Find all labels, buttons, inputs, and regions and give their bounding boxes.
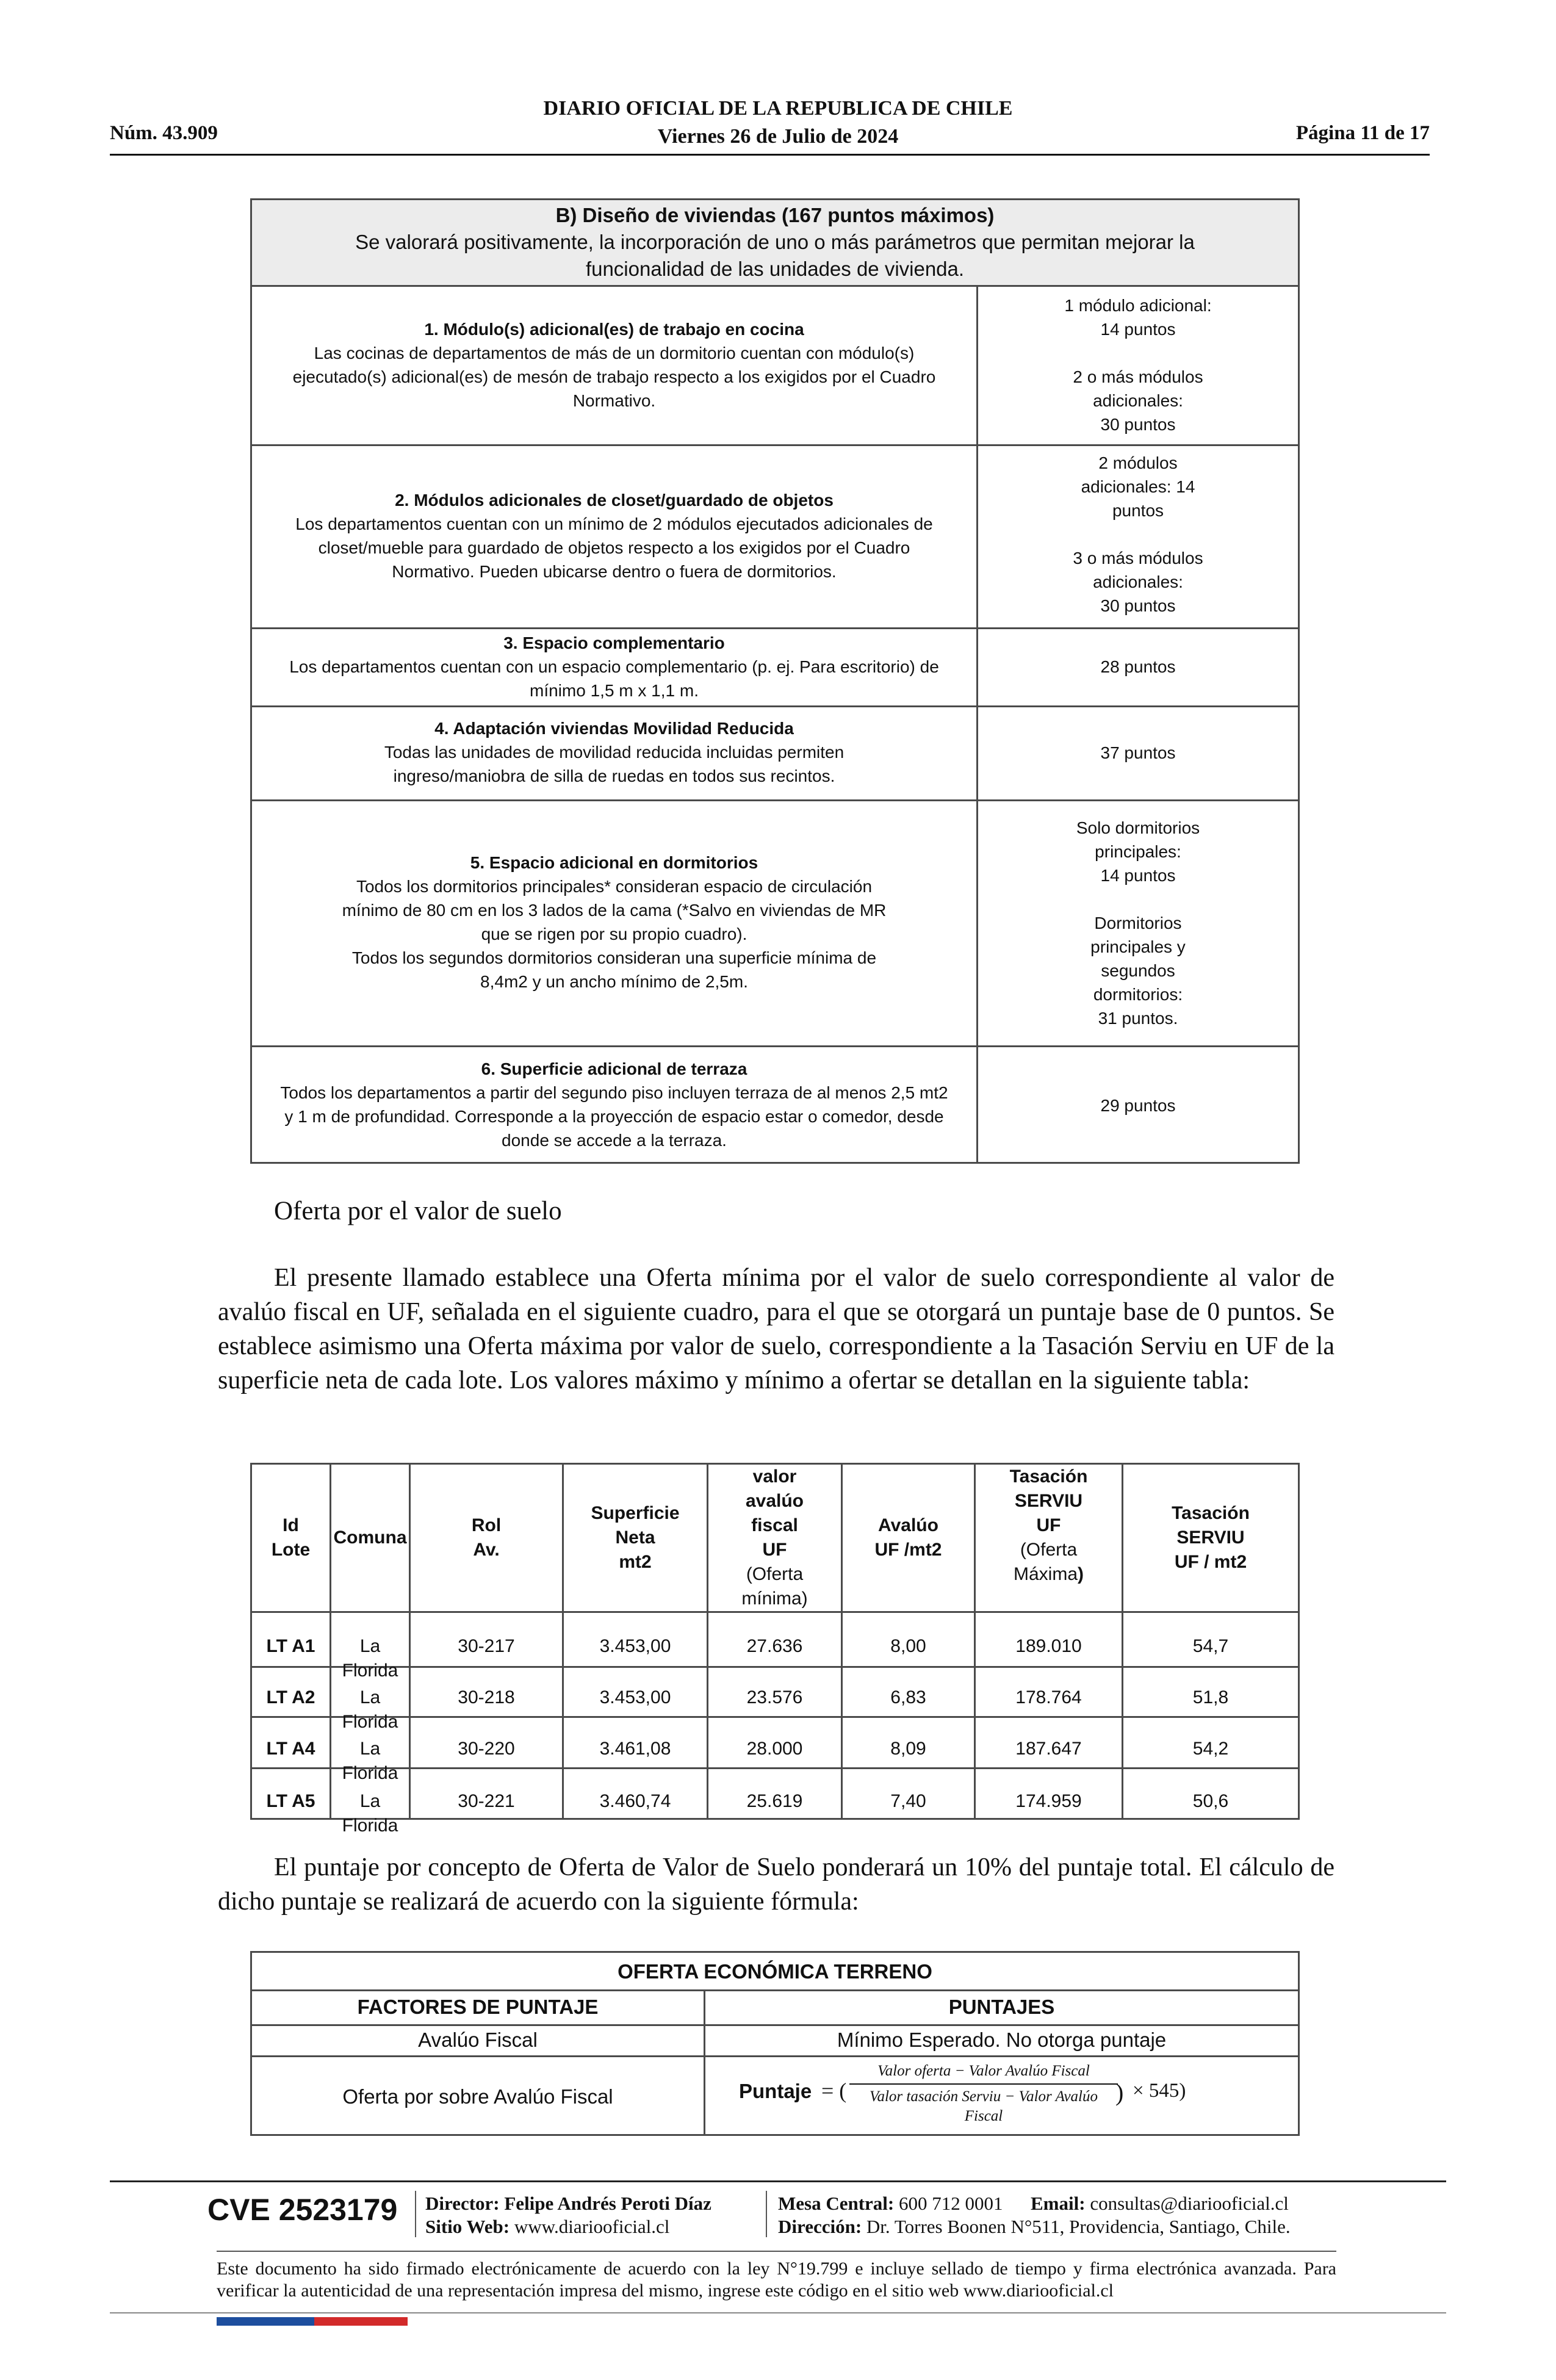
issue-number: Núm. 43.909 [110,122,218,144]
paragraph-1: El presente llamado establece una Oferta mínima por el valor de suelo correspondiente al valor de avalúo fiscal en UF, señalada en el siguiente cuadro, para el que se otorgará un puntaje base de 0 puntos. Se establece asimismo una Oferta máxima por valor de suelo, correspondiente a la Tasación Serviu en UF de la superficie neta de cada lote. Los valores máximo y mínimo a ofertar se detallan en la siguiente tabla: [218,1264,1334,1394]
formula-label: Puntaje [739,2080,812,2102]
flag-stripe-blue [217,2317,314,2326]
row-divider [252,444,1298,446]
criterion-6: 6. Superficie adicional de terraza Todos los departamentos a partir del segundo piso incluyen terraza de al menos 2,5 mt2 y 1 m de profundidad. Corresponde a la proyección de espacio estar o comedor, desde donde se accede a la terraza. [280,1059,948,1150]
score-formula [705,2061,1298,2132]
section-title: Oferta por el valor de suelo [274,1197,562,1225]
header-comuna: Comuna [333,1527,407,1548]
lots-table: Id Lote Comuna Rol Av. Superficie Neta mt2 valor avalúo fiscal UF (Oferta mínima) Avalúo UF /mt2 Tasación SERVIU UF (Oferta Máxima) Tasación SERVIU UF / mt2 LT A1 La Florida 30-217 3.453,00 27.636 8,00 189.010 54,7 LT A2 La Florida 30-218 3.453,00 23.576 6,83 178.764 51,8 LT A4 La Florida 30-220 3.461,08 28.000 8,09 187.647 54,2 LT A5 La Florida 30-221 3.460,74 25.619 7,40 174.959 50,6 [250,1463,1300,1820]
cve-code: CVE 2523179 [207,2193,398,2227]
row-divider [252,705,1298,707]
criteria-table-title: B) Diseño de viviendas (167 puntos máximos) [555,204,995,226]
formula-close-paren: ) [1115,2079,1124,2106]
offer-table [250,1951,1300,2136]
criterion-2-points: 2 módulos adicionales: 14 puntos 3 o más módulos adicionales: 30 puntos [1073,453,1203,615]
header-rol: Rol Av. [471,1515,502,1560]
site-link[interactable]: www.diariooficial.cl [514,2216,670,2237]
criterion-6-points: 29 puntos [1100,1096,1176,1115]
criteria-table [250,198,1300,1164]
formula-fraction [849,2061,1118,2126]
footer-director: Director: Felipe Andrés Peroti Díaz [425,2193,711,2214]
email-link[interactable]: consultas@diariooficial.cl [1090,2193,1289,2214]
formula-tail: × 545) [1133,2080,1186,2102]
header-avaluo-m2: Avalúo UF /mt2 [874,1515,942,1560]
offer-table-title: OFERTA ECONÓMICA TERRENO [618,1960,932,1983]
footer-note-divider [217,2251,1336,2252]
row-divider [252,627,1298,629]
header-superficie: Superficie Neta mt2 [591,1503,680,1572]
criteria-table-subtitle-1: Se valorará positivamente, la incorporación de uno o más parámetros que permitan mejorar la [355,231,1195,253]
criterion-4-points: 37 puntos [1100,743,1176,762]
header-divider [110,154,1430,156]
footer-separator [766,2191,767,2237]
footer-note: Este documento ha sido firmado electrónicamente de acuerdo con la ley N°19.799 e incluye sellado de tiempo y firma electrónica avanzada. Para verificar la autenticidad de una representación impresa del mismo, ingrese este código en el sitio web www.diariooficial.cl [217,2259,1336,2301]
factor-avaluo-fiscal: Avalúo Fiscal [418,2028,538,2051]
footer-divider [110,2180,1446,2182]
factor-oferta-sobre-avaluo: Oferta por sobre Avalúo Fiscal [342,2085,613,2108]
footer-site: Sitio Web: www.diariooficial.cl [425,2216,670,2237]
criterion-1-points: 1 módulo adicional: 14 puntos 2 o más módulos adicionales: 30 puntos [1064,296,1212,434]
score-minimo-esperado: Mínimo Esperado. No otorga puntaje [837,2028,1167,2051]
header-avaluo-fiscal: valor avalúo fiscal UF (Oferta mínima) [741,1466,808,1609]
footer-separator [415,2191,416,2237]
footer-address: Dirección: Dr. Torres Boonen N°511, Providencia, Santiago, Chile. [778,2216,1291,2237]
header-tasacion-m2: Tasación SERVIU UF / mt2 [1172,1503,1250,1572]
formula-numerator: Valor oferta − Valor Avalúo Fiscal [877,2063,1090,2079]
masthead-title: DIARIO OFICIAL DE LA REPUBLICA DE CHILE [543,97,1013,120]
footer-contact: Mesa Central: 600 712 0001 Email: consultas@diariooficial.cl [778,2193,1289,2214]
flag-stripe-red [314,2317,408,2326]
criterion-1: 1. Módulo(s) adicional(es) de trabajo en cocina Las cocinas de departamentos de más de un dormitorio cuentan con módulo(s) ejecutado(s) adicional(es) de mesón de trabajo respecto a los exigidos por el Cuadro Normativo. [292,320,936,410]
row-divider [252,1045,1298,1047]
criteria-table-header [252,200,1298,287]
formula-denominator: Valor tasación Serviu − Valor Avalúo Fiscal [869,2088,1098,2124]
criterion-2: 2. Módulos adicionales de closet/guardado de objetos Los departamentos cuentan con un mínimo de 2 módulos ejecutados adicionales de closet/mueble para guardado de objetos respecto a los exigidos por el Cuadro Normativo. Pueden ubicarse dentro o fuera de dormitorios. [295,491,933,581]
header-tasacion: Tasación SERVIU UF (Oferta Máxima) [1009,1466,1088,1584]
header-id-lote: Id Lote [271,1515,311,1560]
factors-header: FACTORES DE PUNTAJE [357,1996,599,2018]
criterion-3: 3. Espacio complementario Los departamentos cuentan con un espacio complementario (p. ej. Para escritorio) de mínimo 1,5 m x 1,1 m. [289,633,939,700]
criterion-4: 4. Adaptación viviendas Movilidad Reducida Todas las unidades de movilidad reducida incluidas permiten ingreso/maniobra de silla de ruedas en todos sus recintos. [384,719,845,785]
criterion-3-points: 28 puntos [1100,657,1176,676]
masthead [427,95,1129,151]
criteria-table-subtitle-2: funcionalidad de las unidades de vivienda. [585,258,965,280]
formula-eq: = ( [821,2079,847,2103]
fraction-bar [849,2083,1118,2085]
page-number: Página 11 de 17 [1295,122,1430,144]
footer-bottom-rule [110,2312,1446,2313]
criterion-5: 5. Espacio adicional en dormitorios Todos los dormitorios principales* consideran espacio de circulación mínimo de 80 cm en los 3 lados de la cama (*Salvo en viviendas de MR que se rigen por su propio cuadro). Todos los segundos dormitorios consideran una superficie mínima de 8,4m2 y un ancho mínimo de 2,5m. [342,853,887,991]
row-divider [252,799,1298,801]
paragraph-2: El puntaje por concepto de Oferta de Valor de Suelo ponderará un 10% del puntaje total. El cálculo de dicho puntaje se realizará de acuerdo con la siguiente fórmula: [218,1853,1334,1916]
criterion-5-points: Solo dormitorios principales: 14 puntos Dormitorios principales y segundos dormitorios: 31 puntos. [1076,818,1200,1028]
masthead-date: Viernes 26 de Julio de 2024 [657,125,899,148]
scores-header: PUNTAJES [948,1996,1055,2018]
